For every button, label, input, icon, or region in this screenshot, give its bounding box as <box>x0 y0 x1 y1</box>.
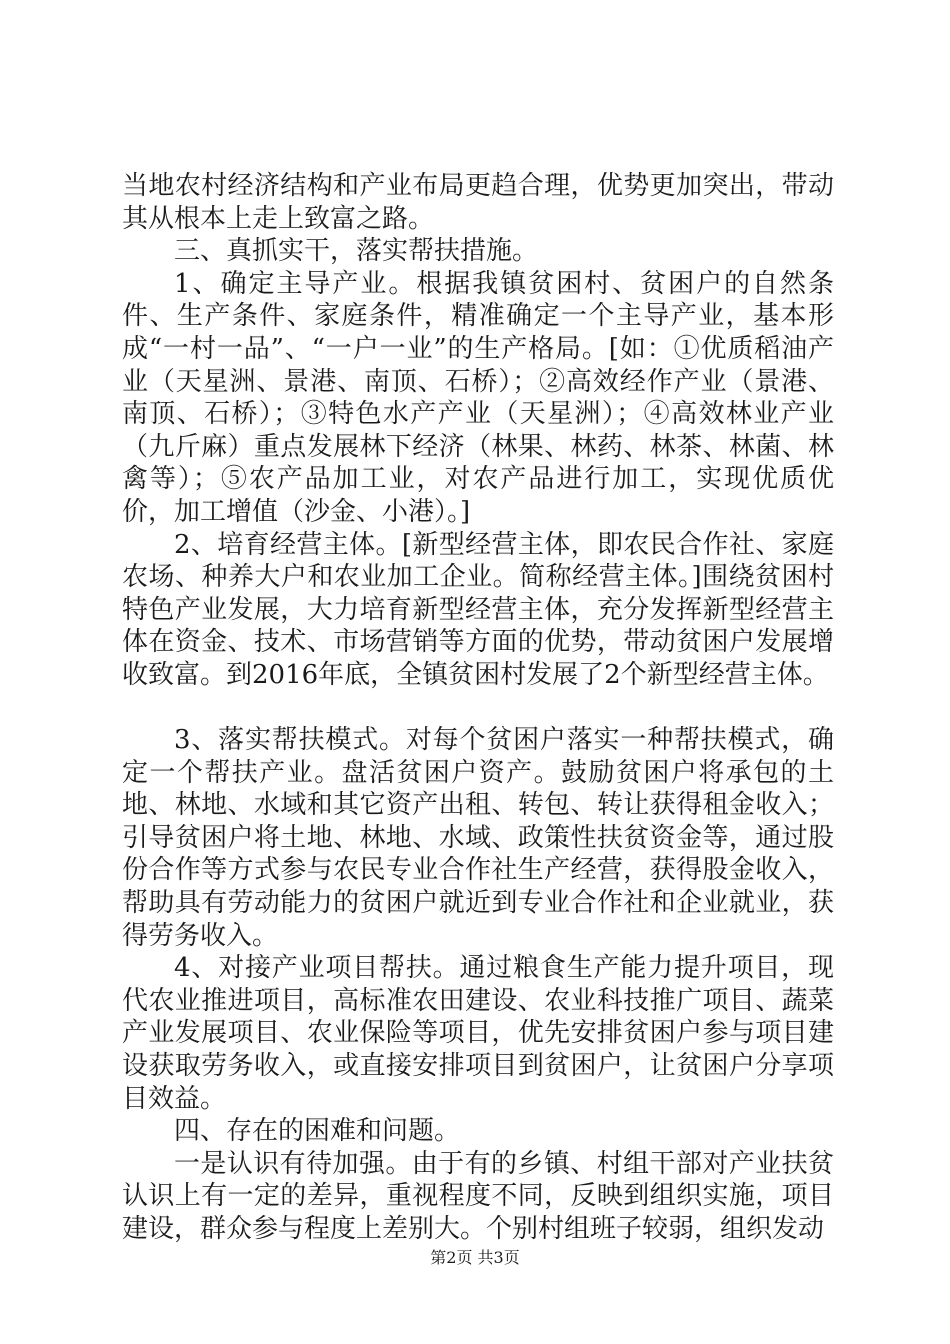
paragraph-problem-1: 一是认识有待加强。由于有的乡镇、村组干部对产业扶贫认识上有一定的差异，重视程度不同，反映到组织实施，项目建设，群众参与程度上差别大。个别村组班子较弱，组织发动 <box>122 1148 834 1244</box>
section-heading-3: 三、真抓实干，落实帮扶措施。 <box>174 236 539 267</box>
document-body <box>122 170 834 1246</box>
paragraph-item-1: 1、确定主导产业。根据我镇贫困村、贫困户的自然条件、生产条件、家庭条件，精准确定一个主导产业，基本形成“一村一品”、“一户一业”的生产格局。[如：①优质稻油产业（天星洲、景港、南顶、石桥）；②高效经作产业（景港、南顶、石桥）；③特色水产产业（天星洲）；④高效林业产业（九斤麻）重点发展林下经济（林果、林药、林茶、林菌、林禽等）；⑤农产品加工业，对农产品进行加工，实现优质优价，加工增值（沙金、小港）。] <box>122 268 834 527</box>
paragraph-item-3: 3、落实帮扶模式。对每个贫困户落实一种帮扶模式，确定一个帮扶产业。盘活贫困户资产。鼓励贫困户将承包的土地、林地、水域和其它资产出租、转包、转让获得租金收入；引导贫困户将土地、林地、水域、政策性扶贫资金等，通过股份合作等方式参与农民专业合作社生产经营，获得股金收入，帮助具有劳动能力的贫困户就近到专业合作社和企业就业，获得劳务收入。 <box>122 725 834 951</box>
section-heading-4: 四、存在的困难和问题。 <box>174 1116 461 1147</box>
paragraph-item-4: 4、对接产业项目帮扶。通过粮食生产能力提升项目，现代农业推进项目，高标准农田建设、农业科技推广项目、蔬菜产业发展项目、农业保险等项目，优先安排贫困户参与项目建设获取劳务收入，或直接安排项目到贫困户，让贫困户分享项目效益。 <box>122 953 834 1114</box>
page-footer: 第2页 共3页 <box>430 1248 520 1267</box>
paragraph-item-2: 2、培育经营主体。[新型经营主体，即农民合作社、家庭农场、种养大户和农业加工企业。简称经营主体。]围绕贫困村特色产业发展，大力培育新型经营主体，充分发挥新型经营主体在资金、技术、市场营销等方面的优势，带动贫困户发展增收致富。到2016年底，全镇贫困村发展了2个新型经营主体。 <box>122 529 834 690</box>
paragraph-continuation: 当地农村经济结构和产业布局更趋合理，优势更加突出，带动其从根本上走上致富之路。 <box>122 171 834 234</box>
